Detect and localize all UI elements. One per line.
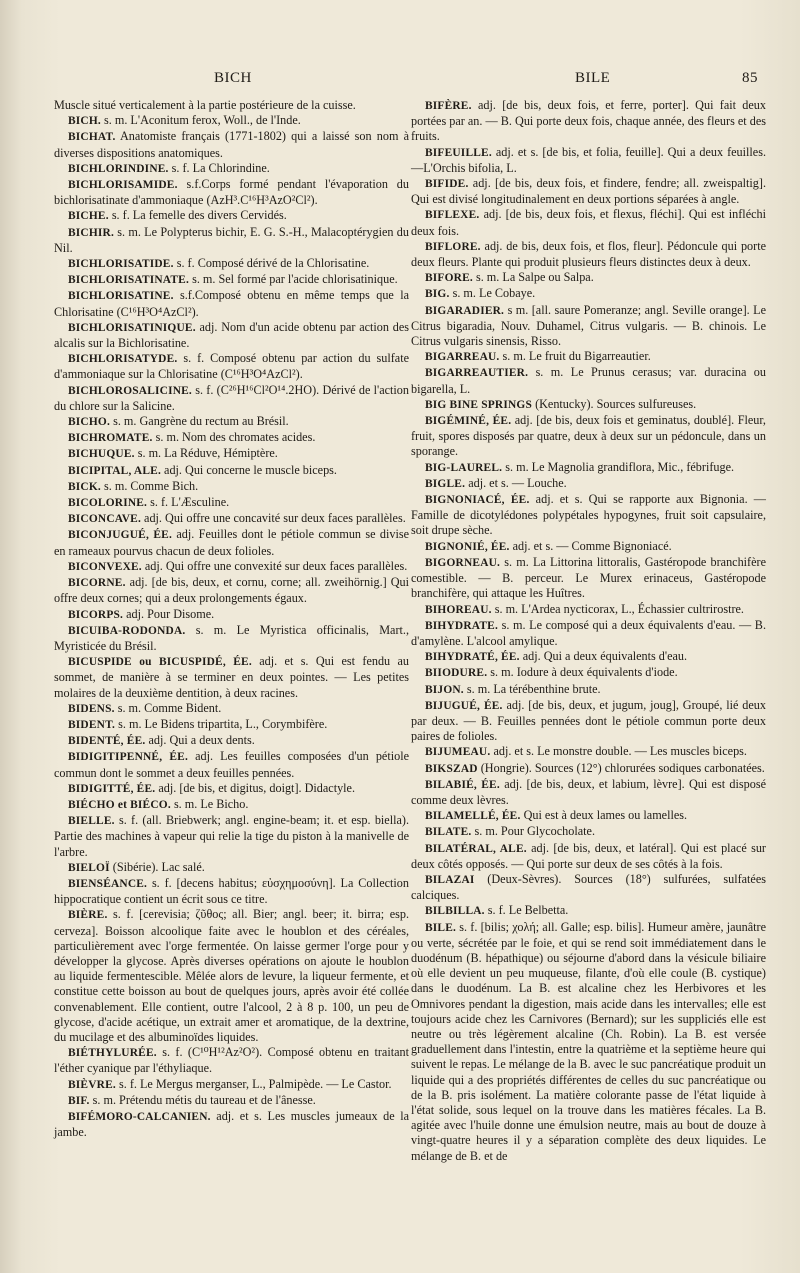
entry-definition: adj. Feuilles dont le pétiole commun se divise en rameaux pourvus chacun de deux folioles. xyxy=(54,527,410,558)
entry-definition: s. m. Le Cobaye. xyxy=(449,286,536,301)
entry-definition: adj. Pour Disome. xyxy=(123,606,215,621)
entry-definition: adj. et s. Le monstre double. — Les muscles biceps. xyxy=(490,744,747,759)
entry-headword: BICIPITAL, ALE. xyxy=(68,464,161,477)
dictionary-entry xyxy=(411,476,766,492)
entry-definition: s. f. Le Mergus merganser, L., Palmipède. — Le Castor. xyxy=(115,1076,392,1091)
entry-headword: BICH. xyxy=(68,115,101,128)
entry-headword: BIDENTÉ, ÉE. xyxy=(68,735,146,748)
entry-definition: s. m. Le Myristica officinalis, Mart., Myristicée du Brésil. xyxy=(54,622,409,653)
entry-definition: s m. [all. saure Pomeranze; angl. Seville orange]. Le Citrus bigaradia, Nouv. Duhamel, Citrus vulgaris. — B. chinois. Le Citrus vulgaris sinensis, Risso. xyxy=(411,302,766,349)
dictionary-entry xyxy=(54,813,409,860)
entry-definition: adj. et s. [de bis, et folia, feuille]. Qui a deux feuilles. —L'Orchis bifolia, L. xyxy=(411,144,766,175)
entry-definition: s. m. Le composé qui a deux équivalents d'eau. — B. d'amylène. L'alcool amylique. xyxy=(411,617,766,648)
dictionary-entry xyxy=(411,145,766,176)
dictionary-entry xyxy=(54,749,409,780)
entry-definition: s. m. Prétendu métis du taureau et de l'ânesse. xyxy=(89,1092,316,1107)
entry-definition: adj. et s. Qui est fendu au sommet, de manière à se terminer en deux pointes. — Les petites molaires de la deuxième dentition, à deux racines. xyxy=(54,654,409,700)
entry-headword: BIGNONIÉ, ÉE. xyxy=(425,540,510,553)
entry-definition: s. f. Le Belbetta. xyxy=(484,903,569,918)
dictionary-entry xyxy=(54,288,409,319)
entry-definition: adj. [de bis, deux fois, et findere, fendre; all. zweispaltig]. Qui est divisé longitudinalement en deux portions séparées à angle. xyxy=(411,176,766,207)
dictionary-entry xyxy=(54,177,409,208)
entry-definition: s. m. Nom des chromates acides. xyxy=(152,430,316,445)
entry-definition: adj. de bis, deux fois, et flos, fleur]. Pédoncule qui porte deux fleurs. Plante qui produit plusieurs fleurs distinctes deux à deux. xyxy=(411,238,766,270)
entry-definition: s. m. La Réduve, Hémiptère. xyxy=(134,446,278,461)
entry-headword: BIFÉMORO-CALCANIEN. xyxy=(68,1111,211,1123)
entry-headword: BIHYDRATE. xyxy=(425,619,498,632)
entry-definition: adj. Nom d'un acide obtenu par action des alcalis sur la Bichlorisatine. xyxy=(54,319,409,351)
entry-definition: adj. et s. Qui se rapporte aux Bignonia. — Famille de dicotylédones polypétales hypogynes, fruit soit capsulaire, soit drupe sèche. xyxy=(411,492,766,538)
entry-headword: BIELOÏ xyxy=(68,861,110,874)
entry-definition: s. f. La femelle des divers Cervidés. xyxy=(108,208,287,223)
entry-definition: s. m. Sel formé par l'acide chlorisatinique. xyxy=(189,272,398,287)
entry-definition: adj. [de bis, deux, et latéral]. Qui est placé sur deux côtés opposés. — Qui porte sur deux de ses côtés à la fois. xyxy=(411,840,766,871)
entry-headword: BILAZAI xyxy=(425,873,475,886)
entry-definition: (Hongrie). Sources (12°) chlorurées sodiques carbonatées. xyxy=(477,760,765,775)
header-right-word: BILE xyxy=(575,70,611,86)
right-column xyxy=(411,98,766,1164)
entry-headword: BIFEUILLE. xyxy=(425,146,492,159)
dictionary-entry xyxy=(411,286,766,302)
entry-definition: s. m. La Littorina littoralis, Gastéropode branchifère comestible. — B. perceur. Le Murex erinaceus, Gastéropode branchifère, qui attaque les Huîtres. xyxy=(411,554,766,601)
dictionary-entry xyxy=(54,1077,409,1093)
dictionary-entry xyxy=(54,575,409,606)
entry-headword: BICUIBA-RODONDA. xyxy=(68,624,186,637)
entry-headword: BIÈRE. xyxy=(68,909,108,922)
entry-headword: BIKSZAD xyxy=(425,762,478,775)
dictionary-entry xyxy=(54,129,409,160)
entry-definition: adj. et s. — Louche. xyxy=(465,475,567,490)
dictionary-entry xyxy=(54,463,409,479)
dictionary-entry xyxy=(54,511,409,527)
entry-headword: BILABIÉ, ÉE. xyxy=(425,778,500,791)
dictionary-entry xyxy=(411,698,766,745)
dictionary-entry xyxy=(54,876,409,907)
entry-headword: BIIODURE. xyxy=(425,667,488,680)
entry-headword: BIGARADIER. xyxy=(425,304,505,317)
dictionary-entry xyxy=(411,349,766,365)
entry-definition: adj. [de bis, et digitus, doigt]. Didactyle. xyxy=(155,780,356,795)
entry-definition: s. m. Comme Bich. xyxy=(100,478,199,493)
dictionary-entry xyxy=(411,460,766,476)
entry-headword: BIG-LAUREL. xyxy=(425,461,503,474)
running-header xyxy=(0,70,800,92)
dictionary-entry xyxy=(54,717,409,733)
entry-headword: BIGARREAU. xyxy=(425,351,500,364)
entry-headword: BICHIR. xyxy=(68,226,115,239)
entry-headword: BICK. xyxy=(68,480,101,493)
dictionary-entry xyxy=(54,320,409,351)
entry-definition: s. f. [cerevisia; ζῦθος; all. Bier; angl. beer; it. birra; esp. cerveza]. Boisson alcoolique faite avec le houblon et des céréales, particulièrement avec l'orge fermentée. On laisse germer l'orge pour y développer la glycose. Après diverses opérations on ajoute le houblon au liquide fermentescible. Mêlée alors de levure, la liqueur fermente, et constitue cette boisson au bout de quelques jours, après avoir été collée convenablement. Elle contient, outre l'alcool, 2 à 8 p. 100, un peu de glycose, d'acide acétique, un extrait amer et aromatique, de la dextrine, du mucilage et des albuminoïdes liquides. xyxy=(54,907,409,1044)
dictionary-entry xyxy=(54,351,409,382)
entry-headword: BIÉTHYLURÉE. xyxy=(68,1047,157,1060)
entry-definition: s. f. Composé dérivé de la Chlorisatine. xyxy=(173,256,370,271)
entry-definition: s. f. L'Æsculine. xyxy=(147,495,230,510)
dictionary-entry xyxy=(54,733,409,749)
dictionary-entry xyxy=(411,903,766,919)
dictionary-entry xyxy=(54,1045,409,1076)
dictionary-entry xyxy=(411,920,766,1164)
entry-headword: BIENSÉANCE. xyxy=(68,877,148,890)
dictionary-entry xyxy=(411,207,766,238)
dictionary-entry xyxy=(54,479,409,495)
entry-definition: adj. [de bis, deux, et jugum, joug], Groupé, lié deux par deux. — B. Feuilles pennées dont le pétiole commun porte deux paires de folioles. xyxy=(411,697,766,744)
entry-definition: s. m. Comme Bident. xyxy=(114,700,222,715)
entry-definition: s. m. Le Bicho. xyxy=(170,796,249,811)
entry-headword: BIELLE. xyxy=(68,815,115,828)
entry-headword: BICHLORISAMIDE. xyxy=(68,179,178,192)
entry-definition: s. f. Composé obtenu par action du sulfate d'ammoniaque sur la Chlorisatine (C¹⁶H³O⁴AzCl²). xyxy=(54,351,409,382)
dictionary-entry xyxy=(411,239,766,270)
dictionary-entry xyxy=(411,808,766,824)
entry-definition: adj. [de bis, deux fois, et flexus, fléchi]. Qui est infléchi deux fois. xyxy=(411,207,766,238)
entry-headword: BIF. xyxy=(68,1094,90,1107)
entry-headword: BICHLORISATINATE. xyxy=(68,274,190,287)
entry-headword: BICUSPIDE ou BICUSPIDÉ, ÉE. xyxy=(68,656,252,669)
dictionary-entry xyxy=(411,649,766,665)
entry-headword: BILAMELLÉ, ÉE. xyxy=(425,810,521,823)
dictionary-entry xyxy=(411,824,766,840)
entry-headword: BICHE. xyxy=(68,210,109,223)
entry-headword: BICHLORISATIDE. xyxy=(68,258,174,271)
dictionary-entry xyxy=(411,539,766,555)
dictionary-entry xyxy=(54,781,409,797)
dictionary-entry xyxy=(411,618,766,649)
dictionary-entry xyxy=(54,161,409,177)
entry-headword: BIFORE. xyxy=(425,272,473,285)
entry-headword: BIFÈRE. xyxy=(425,100,472,112)
entry-headword: BICOLORINE. xyxy=(68,497,148,510)
entry-headword: BIFLEXE. xyxy=(425,209,480,222)
dictionary-entry xyxy=(411,682,766,698)
entry-definition: adj. Qui a deux dents. xyxy=(145,733,255,748)
entry-headword: BILBILLA. xyxy=(425,905,485,918)
entry-definition: adj. Qui concerne le muscle biceps. xyxy=(161,462,337,477)
entry-definition: Muscle situé verticalement à la partie postérieure de la cuisse. xyxy=(54,98,356,112)
dictionary-entry xyxy=(411,303,766,350)
entry-definition: adj. [de bis, deux fois et geminatus, doublé]. Fleur, fruit, spores disposés par quatre, deux à deux sur un pédoncule, dans un sporange. xyxy=(411,413,766,459)
entry-headword: BIG BINE SPRINGS xyxy=(425,398,533,411)
dictionary-entry xyxy=(54,654,409,701)
dictionary-entry xyxy=(411,744,766,760)
entry-definition: (Deux-Sèvres). Sources (18°) sulfurées, sulfatées calciques. xyxy=(411,871,766,903)
entry-headword: BIHOREAU. xyxy=(425,603,492,616)
entry-definition: s. m. Le Polypterus bichir, E. G. S.-H., Malacoptérygien du Nil. xyxy=(54,224,409,255)
entry-definition: adj. et s. Les muscles jumeaux de la jambe. xyxy=(54,1109,409,1140)
entry-headword: BILE. xyxy=(425,921,457,934)
entry-headword: BICHUQUE. xyxy=(68,448,135,461)
entry-definition: s. m. Le Bidens tripartita, L., Corymbifère. xyxy=(115,716,328,731)
dictionary-entry xyxy=(411,555,766,602)
dictionary-entry xyxy=(411,872,766,903)
dictionary-entry xyxy=(54,414,409,430)
entry-headword: BIGÉMINÉ, ÉE. xyxy=(425,415,512,428)
entry-definition: s. m. Iodure à deux équivalents d'iode. xyxy=(487,665,678,680)
entry-definition: s. f. [bilis; χολή; all. Galle; esp. bilis]. Humeur amère, jaunâtre ou verte, sécrétée par le foie, et qui se rend soit immédiatement dans le duodénum (B. hépathique) ou séjourne d'abord dans la vésicule biliaire où elle devient un peu muqueuse, filante, d'où elle coule (B. cystique) dans le duodénum. La B. est alcaline chez les Herbivores et les Omnivores pendant la digestion, mais acide dans les intervalles; elle est toujours acide chez les Carnivores (Bernard); sur les suppliciés elle est neutre ou très légèrement alcaline (Ch. Robin). La B. est versée graduellement dans l'intestin, entre la quatrième et la septième heure qui suivent le repas. Le mélange de la B. avec le suc pancréatique produit un liquide qui a des propriétés différentes de celles du suc pancréatique ou de la B. pris isolément. La matière colorante passe de l'état liquide à l'état solide, sous lequel on la trouve dans les matières fécales. La B. agitée avec l'huile donne une émulsion neutre, mais au bout de douze à vingt-quatre heures il y a séparation complète des deux liquides. Le mélange de B. et de xyxy=(411,919,766,1163)
entry-definition: s. f. (all. Briebwerk; angl. engine-beam; it. et esp. biella). Partie des machines à vapeur qui relie la tige du piston à la manivelle de l'arbre. xyxy=(54,813,409,859)
entry-headword: BIJUMEAU. xyxy=(425,746,491,759)
entry-definition: s. m. Le fruit du Bigarreautier. xyxy=(499,349,651,364)
dictionary-entry xyxy=(54,446,409,462)
entry-headword: BILATE. xyxy=(425,826,472,839)
entry-headword: BIDIGITTÉ, ÉE. xyxy=(68,782,156,795)
entry-headword: BICORPS. xyxy=(68,608,124,621)
entry-headword: BICHLOROSALICINE. xyxy=(68,384,192,397)
entry-headword: BIG. xyxy=(425,288,450,301)
entry-headword: BIÈVRE. xyxy=(68,1078,116,1091)
entry-headword: BIDIGITIPENNÉ, ÉE. xyxy=(68,751,188,764)
entry-definition: adj. et s. — Comme Bignoniacé. xyxy=(509,538,672,553)
entry-headword: BICONJUGUÉ, ÉE. xyxy=(68,529,173,542)
dictionary-entry xyxy=(54,225,409,256)
entry-headword: BIDENT. xyxy=(68,718,116,731)
dictionary-entry xyxy=(411,413,766,460)
entry-definition: s. m. Le Magnolia grandiflora, Mic., fébrifuge. xyxy=(502,459,735,474)
dictionary-entry xyxy=(54,701,409,717)
dictionary-entry xyxy=(54,1093,409,1109)
entry-definition: adj. Qui offre une convexité sur deux faces parallèles. xyxy=(141,558,408,573)
entry-definition: s.f.Corps formé pendant l'évaporation du bichlorisatinate d'ammoniaque (AzH³.C¹⁶H³AzO²Cl²). xyxy=(54,177,409,208)
dictionary-entry xyxy=(54,256,409,272)
entry-headword: BIGLE. xyxy=(425,477,466,490)
entry-definition: (Sibérie). Lac salé. xyxy=(109,859,205,874)
entry-definition: adj. Qui offre une concavité sur deux faces parallèles. xyxy=(141,511,406,526)
dictionary-entry xyxy=(54,623,409,654)
dictionary-entry xyxy=(411,397,766,413)
dictionary-entry xyxy=(54,527,409,558)
dictionary-entry xyxy=(54,607,409,623)
dictionary-entry xyxy=(54,860,409,876)
entry-definition: s. f. [decens habitus; εὐσχημοσύνη]. La Collection hippocratique contient un écrit sous ce titre. xyxy=(54,875,409,907)
entry-headword: BILATÉRAL, ALE. xyxy=(425,842,527,855)
entry-headword: BIDENS. xyxy=(68,702,115,715)
dictionary-entry xyxy=(411,761,766,777)
entry-headword: BICHLORINDINE. xyxy=(68,162,169,175)
entry-headword: BICHROMATE. xyxy=(68,432,153,445)
entry-headword: BIÉCHO et BIÉCO. xyxy=(68,798,171,811)
entry-definition: adj. Qui a deux équivalents d'eau. xyxy=(519,649,688,664)
entry-definition: adj. [de bis, deux, et labium, lèvre]. Qui est disposé comme deux lèvres. xyxy=(411,776,766,807)
entry-definition: s. m. L'Ardea nycticorax, L., Échassier cultrirostre. xyxy=(491,601,744,616)
entry-headword: BIFLORE. xyxy=(425,240,481,253)
entry-definition: s. m. Pour Glycocholate. xyxy=(471,824,596,839)
dictionary-entry xyxy=(54,907,409,1045)
dictionary-entry xyxy=(411,841,766,872)
entry-definition: s. f. La Chlorindine. xyxy=(168,160,270,175)
page-number: 85 xyxy=(742,70,758,86)
entry-headword: BICHLORISATINIQUE. xyxy=(68,321,196,334)
dictionary-entry xyxy=(54,272,409,288)
dictionary-entry xyxy=(411,777,766,808)
entry-definition: adj. Les feuilles composées d'un pétiole commun dont le sommet a deux feuilles pennées. xyxy=(54,749,409,780)
entry-headword: BIGORNEAU. xyxy=(425,556,501,569)
dictionary-entry xyxy=(411,270,766,286)
dictionary-entry xyxy=(411,665,766,681)
dictionary-entry xyxy=(411,98,766,145)
entry-headword: BIJON. xyxy=(425,683,464,696)
entry-headword: BICHAT. xyxy=(68,131,116,144)
entry-definition: s. f. (C¹⁰H¹²Az²O²). Composé obtenu en traitant l'éther cyanique par l'éthyliaque. xyxy=(54,1045,409,1076)
dictionary-entry xyxy=(54,495,409,511)
dictionary-entry xyxy=(411,176,766,207)
entry-headword: BIFIDE. xyxy=(425,178,469,191)
dictionary-entry xyxy=(54,98,409,113)
entry-definition: s. m. L'Aconitum ferox, Woll., de l'Inde. xyxy=(100,113,301,128)
entry-headword: BIJUGUÉ, ÉE. xyxy=(425,699,503,712)
dictionary-entry xyxy=(411,602,766,618)
entry-headword: BICHLORISATYDE. xyxy=(68,353,178,366)
entry-definition: adj. [de bis, deux, et cornu, corne; all. zweihörnig.] Qui offre deux cornes; qui a deux prolongements égaux. xyxy=(54,575,409,606)
dictionary-entry xyxy=(411,365,766,396)
entry-headword: BICHO. xyxy=(68,416,111,429)
entry-definition: s.f.Composé obtenu en même temps que la Chlorisatine (C¹⁶H³O⁴AzCl²). xyxy=(54,288,409,319)
entry-definition: s. m. La Salpe ou Salpa. xyxy=(472,270,594,285)
entry-definition: s. m. Le Prunus cerasus; var. duracina ou bigarella, L. xyxy=(411,365,766,396)
dictionary-entry xyxy=(54,383,409,414)
dictionary-entry xyxy=(54,430,409,446)
header-left-word: BICH xyxy=(214,70,252,86)
dictionary-entry xyxy=(411,492,766,539)
entry-headword: BIHYDRATÉ, ÉE. xyxy=(425,651,520,664)
entry-definition: s. m. La térébenthine brute. xyxy=(463,681,601,696)
entry-headword: BICHLORISATINE. xyxy=(68,290,174,303)
entry-definition: (Kentucky). Sources sulfureuses. xyxy=(532,396,697,411)
dictionary-entry xyxy=(54,797,409,813)
entry-definition: s. m. Gangrène du rectum au Brésil. xyxy=(110,414,289,429)
dictionary-entry xyxy=(54,559,409,575)
entry-headword: BIGNONIACÉ, ÉE. xyxy=(425,494,530,507)
dictionary-entry xyxy=(54,208,409,224)
left-column xyxy=(54,98,409,1140)
entry-definition: Anatomiste français (1771-1802) qui a laissé son nom à diverses dispositions anatomiques. xyxy=(54,129,409,160)
entry-headword: BIGARREAUTIER. xyxy=(425,367,529,380)
entry-definition: adj. [de bis, deux fois, et ferre, porter]. Qui fait deux portées par an. — B. Qui porte deux fois, chaque année, des fleurs et des fruits. xyxy=(411,98,766,144)
dictionary-entry xyxy=(54,113,409,129)
entry-headword: BICONCAVE. xyxy=(68,513,141,526)
entry-definition: s. f. (C²⁶H¹⁶Cl²O¹⁴.2HO). Dérivé de l'action du chlore sur la Salicine. xyxy=(54,382,409,413)
entry-definition: Qui est à deux lames ou lamelles. xyxy=(520,808,688,823)
entry-headword: BICONVEXE. xyxy=(68,560,142,573)
dictionary-entry xyxy=(54,1109,409,1140)
entry-headword: BICORNE. xyxy=(68,577,126,590)
